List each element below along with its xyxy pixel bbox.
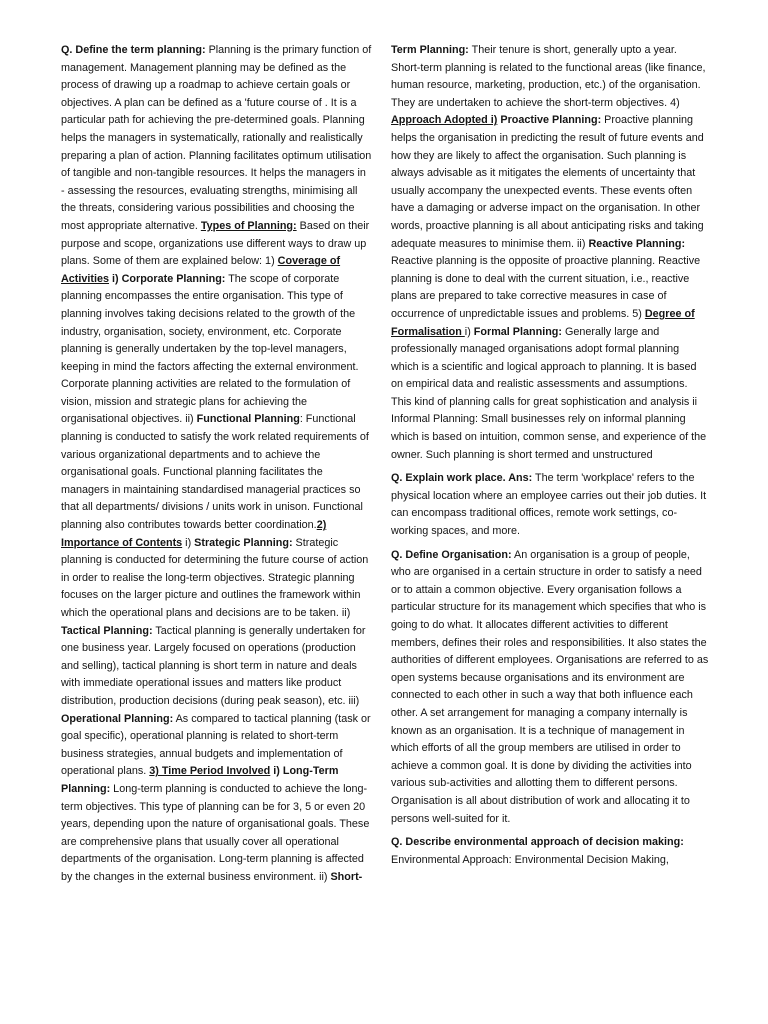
continuation-text-4: i) — [464, 325, 474, 338]
reactive-planning-heading: Reactive Planning: — [588, 237, 686, 250]
planning-paragraph — [61, 42, 372, 887]
continuation-text-5: Generally large and professionally managed organisations adopt formal planning which is a scientific and logical approach to planning. It is based on empirical data and realistic assessments and assumptions. This kind of planning calls for great sophistication and analysis ii Informal Planning: Small businesses rely on informal planning which is based on intuition, common sense, and experience of the owner. Such planning is short termed and unstructured — [391, 325, 707, 461]
planning-text-9: Long-term planning is conducted to achieve the long-term objectives. This type of planning can be for 3, 5 or even 20 years, depending upon the nature of organisational goals. These are comprehensive plans that usually cover all operational departments of the organisation. Long-term planning is affected by the changes in the external business environment. ii) — [61, 782, 370, 883]
planning-text-1: Planning is the primary function of management. Management planning may be defined as the process of drawing up a roadmap to achieve certain goals or objectives. A plan can be defined as a 'future course of . It is a particular path for achieving the pre-determined goals. Planning helps the managers in systematically, rationally and realistically preparing a plan of action. Planning facilitates optimum utilisation of tangible and non-tangible resources. It helps the managers in - assessing the resources, evaluating strengths, minimising all the threats, considering various possibilities and choosing the most appropriate alternative. — [61, 44, 372, 232]
importance-of-contents-heading: 2) Importance of Contents — [61, 519, 327, 549]
planning-continuation-paragraph — [391, 42, 709, 464]
proactive-planning-heading: Proactive Planning: — [497, 114, 602, 127]
types-of-planning-heading: Types of Planning: — [200, 219, 297, 232]
strategic-planning-heading: Strategic Planning: — [194, 536, 293, 549]
workplace-paragraph — [391, 470, 709, 540]
tactical-planning-heading: Tactical Planning: — [61, 624, 153, 637]
planning-text-2: Based on their purpose and scope, organizations use different ways to draw up plans. Some of them are explained below: 1) — [61, 219, 370, 268]
continuation-text-3: Reactive planning is the opposite of proactive planning. Reactive planning is done to deal with the current situation, i.e., reactive plans are prepared to take corrective measures in case of occurrence of unpredictable issues and problems. 5) — [391, 255, 701, 320]
planning-text-5: i) — [182, 536, 195, 549]
planning-text-7: Tactical planning is generally undertaken for one business year. Largely focused on operations (production and selling), tactical planning is short term in nature and deals with immediate operational issues and matters like product distribution, production decisions (during peak season), etc. iii) — [61, 624, 366, 707]
environmental-text: Environmental Approach: Environmental Decision Making, — [391, 853, 669, 866]
long-term-planning-heading: i) Long-Term Planning: — [61, 765, 339, 795]
planning-text-3: The scope of corporate planning encompasses the entire organisation. This type of planning involves taking decisions related to the growth of the industry, organisation, society, environment, etc. Corporate planning is generally undertaken by the top-level managers, keeping in mind the factors affecting the external environment. Corporate planning activities are related to the formulation of vision, mission and strategic plans for achieving the organisational objectives. ii) — [61, 272, 359, 426]
environmental-paragraph — [391, 834, 709, 869]
time-period-involved-heading: 3) Time Period Involved — [149, 765, 271, 778]
degree-of-formalisation-heading: Degree of Formalisation — [391, 307, 695, 338]
operational-planning-heading: Operational Planning: — [61, 712, 174, 725]
coverage-of-activities-heading: Coverage of Activities — [61, 255, 341, 285]
planning-text-8: As compared to tactical planning (task or goal specific), operational planning is related to short-term business strategies, annual budgets and implementation of operational plans. — [61, 712, 371, 778]
left-column — [61, 42, 372, 893]
short-term-planning-heading-start: Short- — [330, 870, 363, 883]
planning-text-6: Strategic planning is conducted for determining the future course of action in order to realise the long-term objectives. Strategic planning focuses on the larger picture and outlines the framework within which the operational plans and decisions are to be taken. ii) — [61, 536, 369, 619]
continuation-text-2: Proactive planning helps the organisation in predicting the result of future events and how they are likely to affect the organisation. Such planning is always advisable as it mitigates the elements of uncertainty that usually accompany the unexpected events. These events often have a damaging or adverse impact on the organisation. In other words, proactive planning is all about anticipating risks and taking adequate measures to minimise them. ii) — [391, 114, 704, 250]
formal-planning-heading: Formal Planning: — [473, 325, 562, 338]
planning-text-4: : Functional planning is conducted to satisfy the work related requirements of various organizational departments and to achieve the organisational goals. Functional planning facilitates the managers in maintaining standardised managerial practices so that all departments/ divisions / units work in unison. Functional planning also contributes towards better coordination. — [61, 413, 369, 532]
right-column — [391, 42, 709, 875]
question-define-planning: Q. Define the term planning: — [61, 44, 206, 56]
functional-planning-heading: Functional Planning — [196, 413, 300, 426]
question-environmental-approach: Q. Describe environmental approach of decision making: — [391, 836, 684, 849]
approach-adopted-heading: Approach Adopted i) — [391, 114, 498, 127]
workplace-text: The term 'workplace' refers to the physical location where an employee carries out their job duties. It can encompass traditional offices, remote work settings, co-working spaces, and more. — [391, 472, 707, 538]
corporate-planning-heading: i) Corporate Planning: — [109, 272, 226, 285]
organisation-paragraph — [391, 547, 709, 829]
question-work-place: Q. Explain work place. Ans: — [391, 472, 533, 485]
continuation-text-1: Their tenure is short, generally upto a year. Short-term planning is related to the functional areas (like finance, human resource, marketing, production, etc.) of the organisation. They are undertaken to achieve the short-term objectives. 4) — [391, 44, 706, 109]
organisation-text: An organisation is a group of people, who are organised in a certain structure in order to satisfy a need or to attain a common objective. Every organisation follows a particular structure for its management which specifies that who is going to do what. It allocates different activities to different members, defines their roles and responsibilities. It also states the authorities of different employees. Organisations are referred to as open systems because organisations and its environment are connected to each other in such a way that both influence each other. A set arrangement for managing a company internally is known as an organisation. It is a technique of management in which efforts of all the group members are utilised in order to achieve a common goal. It is done by dividing the activities into various sub-activities and allotting them to different persons. Organisation is all about distribution of work and allocating it to persons well-suited for it. — [391, 548, 709, 825]
short-term-planning-heading-end: Term Planning: — [391, 44, 469, 56]
question-define-organisation: Q. Define Organisation: — [391, 548, 512, 561]
